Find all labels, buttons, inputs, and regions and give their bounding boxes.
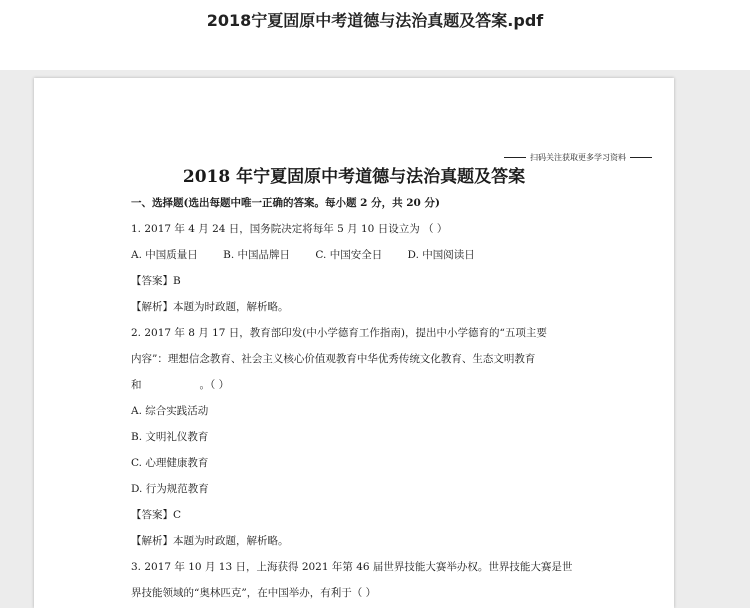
question-2-option-d: D. 行为规范教育 bbox=[131, 483, 209, 495]
divider bbox=[504, 157, 526, 158]
question-1-analysis: 【解析】本题为时政题，解析略。 bbox=[131, 301, 289, 313]
option-d: D. 中国阅读日 bbox=[407, 249, 475, 261]
question-3-stem-line-1: 3. 2017 年 10 月 13 日，上海获得 2021 年第 46 届世界技能大赛举办权。世界技能大赛是世 bbox=[131, 561, 573, 573]
file-title: 2018宁夏固原中考道德与法治真题及答案.pdf bbox=[206, 11, 544, 30]
option-c: C. 中国安全日 bbox=[315, 249, 383, 261]
question-2-stem-suffix: 。（ ） bbox=[199, 379, 230, 391]
section-heading: 一、选择题(选出每题中唯一正确的答案。每小题 2 分，共 20 分) bbox=[131, 197, 440, 209]
question-3-stem-line-2: 界技能领域的“奥林匹克”，在中国举办，有利于（ ） bbox=[131, 587, 377, 599]
document-page bbox=[34, 78, 674, 608]
qr-note-text: 扫码关注获取更多学习资料 bbox=[530, 153, 626, 162]
question-1-options bbox=[131, 247, 475, 262]
document-title: 2018 年宁夏固原中考道德与法治真题及答案 bbox=[182, 167, 526, 187]
question-1-stem: 1. 2017 年 4 月 24 日，国务院决定将每年 5 月 10 日设立为 （ ） bbox=[131, 223, 448, 235]
question-2-option-a: A. 综合实践活动 bbox=[131, 405, 209, 417]
question-2-stem-prefix: 和 bbox=[131, 379, 142, 391]
question-2-stem-line-2: 内容”：理想信念教育、社会主义核心价值观教育中华优秀传统文化教育、生态文明教育 bbox=[131, 353, 536, 365]
question-1-answer: 【答案】B bbox=[131, 275, 181, 287]
option-b: B. 中国品牌日 bbox=[223, 249, 291, 261]
question-2-answer: 【答案】C bbox=[131, 509, 182, 521]
viewer-header bbox=[0, 0, 750, 70]
question-2-stem-line-3 bbox=[131, 377, 229, 392]
question-2-stem-line-1: 2. 2017 年 8 月 17 日，教育部印发(中小学德育工作指南)，提出中小学德育的“五项主要 bbox=[131, 327, 547, 339]
question-2-option-c: C. 心理健康教育 bbox=[131, 457, 209, 469]
question-2-analysis: 【解析】本题为时政题，解析略。 bbox=[131, 535, 289, 547]
option-a: A. 中国质量日 bbox=[131, 249, 198, 261]
question-2-option-b: B. 文明礼仪教育 bbox=[131, 431, 209, 443]
divider bbox=[630, 157, 652, 158]
